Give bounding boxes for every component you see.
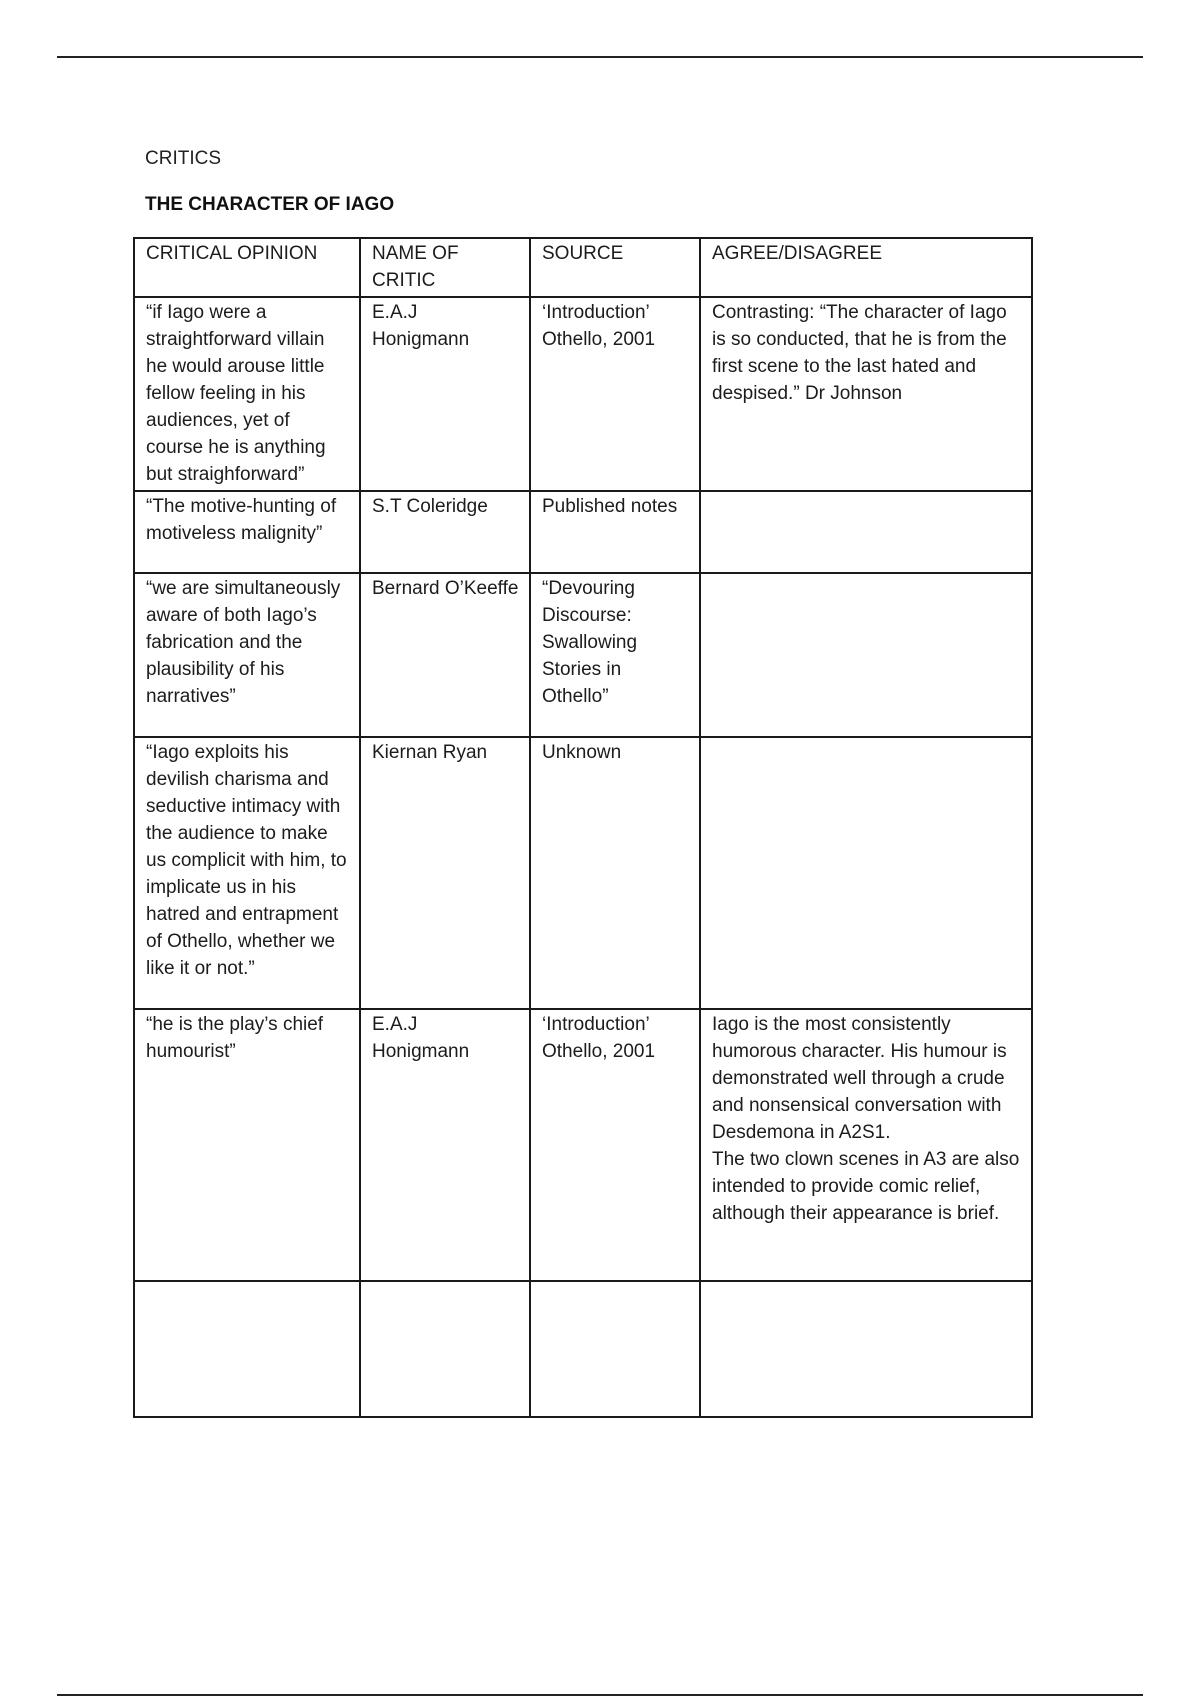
source-cell: ‘Introduction’ Othello, 2001 (530, 297, 700, 491)
header-name-of-critic: NAME OF CRITIC (360, 238, 530, 297)
critic-cell (360, 1281, 530, 1417)
source-cell: Unknown (530, 737, 700, 1009)
critic-cell: S.T Coleridge (360, 491, 530, 573)
table-row (134, 1281, 1032, 1417)
table-row (134, 573, 1032, 737)
source-cell (530, 1281, 700, 1417)
critics-table (133, 237, 1033, 1418)
opinion-cell: “The motive-hunting of motiveless malignity” (134, 491, 360, 573)
document-title: THE CHARACTER OF IAGO (145, 194, 395, 215)
opinion-cell: “if Iago were a straightforward villain he would arouse little fellow feeling in his audiences, yet of course he is anything but straighforward” (134, 297, 360, 491)
critic-cell: E.A.J Honigmann (360, 297, 530, 491)
opinion-cell: “we are simultaneously aware of both Iago’s fabrication and the plausibility of his narratives” (134, 573, 360, 737)
source-cell: Published notes (530, 491, 700, 573)
opinion-cell (134, 1281, 360, 1417)
opinion-cell: “Iago exploits his devilish charisma and seductive intimacy with the audience to make us complicit with him, to implicate us in his hatred and entrapment of Othello, whether we like it or not.” (134, 737, 360, 1009)
table-row (134, 297, 1032, 491)
agree-disagree-cell (700, 491, 1032, 573)
critic-cell: Bernard O’Keeffe (360, 573, 530, 737)
table-row (134, 737, 1032, 1009)
agree-disagree-cell (700, 573, 1032, 737)
table-row (134, 1009, 1032, 1281)
section-label: CRITICS (145, 148, 221, 169)
header-source: SOURCE (530, 238, 700, 297)
agree-disagree-cell: Iago is the most consistently humorous character. His humour is demonstrated well through a crude and nonsensical conversation with Desdemona in A2S1. The two clown scenes in A3 are also intended to provide comic relief, although their appearance is brief. (700, 1009, 1032, 1281)
critic-cell: Kiernan Ryan (360, 737, 530, 1009)
table-header-row (134, 238, 1032, 297)
table-row (134, 491, 1032, 573)
source-cell: “Devouring Discourse: Swallowing Stories in Othello” (530, 573, 700, 737)
agree-disagree-cell: Contrasting: “The character of Iago is so conducted, that he is from the first scene to the last hated and despised.” Dr Johnson (700, 297, 1032, 491)
agree-disagree-cell (700, 737, 1032, 1009)
opinion-cell: “he is the play’s chief humourist” (134, 1009, 360, 1281)
source-cell: ‘Introduction’ Othello, 2001 (530, 1009, 700, 1281)
header-critical-opinion: CRITICAL OPINION (134, 238, 360, 297)
critic-cell: E.A.J Honigmann (360, 1009, 530, 1281)
agree-disagree-cell (700, 1281, 1032, 1417)
header-agree-disagree: AGREE/DISAGREE (700, 238, 1032, 297)
page-bottom-rule (57, 1694, 1143, 1696)
page-top-rule (57, 56, 1143, 58)
